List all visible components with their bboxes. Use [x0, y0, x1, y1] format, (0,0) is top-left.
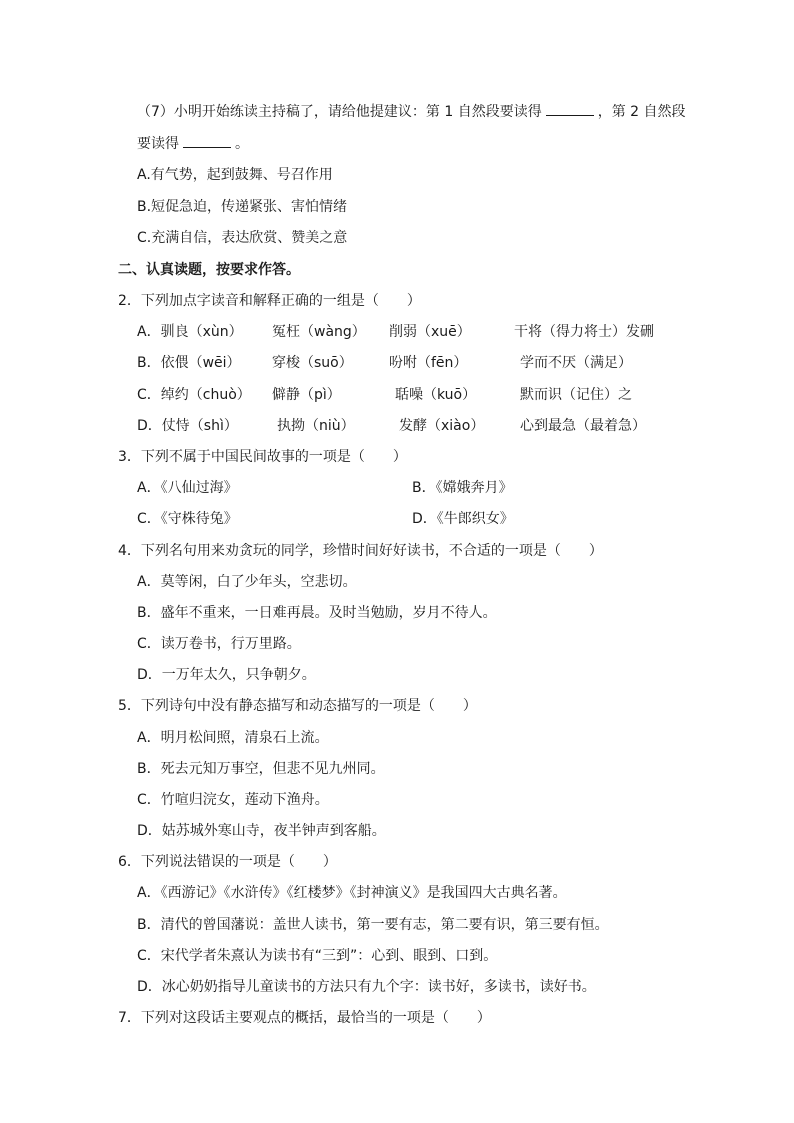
- q4-option-d: D．一万年太久，只争朝夕。: [137, 667, 316, 683]
- q3-option-a: A．《八仙过海》: [137, 480, 238, 496]
- q2-c-1: C．绰约（chuò）: [137, 387, 251, 403]
- q5-option-a: A．明月松间照，清泉石上流。: [137, 730, 329, 746]
- answer-blank-1[interactable]: [546, 103, 594, 116]
- q5-option-c: C．竹喧归浣女，莲动下渔舟。: [137, 792, 329, 808]
- q6-option-a: A．《西游记》《水浒传》《红楼梦》《封神演义》是我国四大古典名著。: [137, 885, 567, 901]
- q-prev7-text-d: 。: [235, 136, 249, 152]
- q2-d-2: 执拗（niù）: [277, 418, 355, 434]
- q-prev7-text-b: ，第 2 自然段: [597, 104, 686, 120]
- q4-option-c: C．读万卷书，行万里路。: [137, 636, 301, 652]
- q5-stem: 5．下列诗句中没有静态描写和动态描写的一项是（ ）: [118, 698, 477, 714]
- q2-a-3: 削弱（xuē）: [389, 324, 471, 340]
- answer-blank-2[interactable]: [183, 135, 231, 148]
- q2-a-1: A．驯良（xùn）: [137, 324, 243, 340]
- q2-d-4: 心到最急（最着急）: [520, 418, 646, 434]
- q2-b-3: 吩咐（fēn）: [389, 355, 468, 371]
- q5-option-b: B．死去元知万事空，但悲不见九州同。: [137, 761, 385, 777]
- q4-stem: 4．下列名句用来劝贪玩的同学，珍惜时间好好读书，不合适的一项是（ ）: [118, 543, 603, 559]
- q3-option-b: B．《嫦娥奔月》: [412, 480, 513, 496]
- q-prev7-option-a: A.有气势，起到鼓舞、号召作用: [137, 167, 333, 183]
- q2-b-4: 学而不厌（满足）: [520, 355, 632, 371]
- q4-option-b: B．盛年不重来，一日难再晨。及时当勉励，岁月不待人。: [137, 605, 497, 621]
- q6-option-c: C．宋代学者朱熹认为读书有“三到”：心到、眼到、口到。: [137, 948, 498, 964]
- q2-c-2: 僻静（pì）: [272, 387, 341, 403]
- q2-c-4: 默而识（记住）之: [520, 387, 632, 403]
- q2-b-1: B．依偎（wēi）: [137, 355, 241, 371]
- q3-option-d: D．《牛郎织女》: [412, 511, 514, 527]
- q2-d-1: D．仗恃（shì）: [137, 418, 238, 434]
- section-title: 二、认真读题，按要求作答。: [118, 262, 300, 278]
- q3-option-c: C．《守株待兔》: [137, 511, 238, 527]
- q-prev7-option-c: C.充满自信，表达欣赏、赞美之意: [137, 230, 348, 246]
- q2-b-2: 穿梭（suō）: [272, 355, 353, 371]
- q2-a-4: 干将（得力将士）发硎: [514, 324, 654, 340]
- q6-option-d: D．冰心奶奶指导儿童读书的方法只有九个字：读书好，多读书，读好书。: [137, 979, 596, 995]
- q-prev7-text-c: 要读得: [137, 136, 179, 152]
- q7-stem: 7．下列对这段话主要观点的概括，最恰当的一项是（ ）: [118, 1010, 491, 1026]
- q-prev7-line2: [137, 135, 249, 153]
- q-prev7-text-a: （7）小明开始练读主持稿了，请给他提建议：第 1 自然段要读得: [137, 104, 542, 120]
- q6-stem: 6．下列说法错误的一项是（ ）: [118, 854, 337, 870]
- q2-a-2: 冤枉（wàng）: [272, 324, 366, 340]
- q2-stem: 2．下列加点字读音和解释正确的一组是（ ）: [118, 293, 421, 309]
- q2-d-3: 发酵（xiào）: [399, 418, 485, 434]
- q2-c-3: 聒噪（kuō）: [395, 387, 477, 403]
- q-prev7-line1: [137, 103, 686, 121]
- q3-stem: 3．下列不属于中国民间故事的一项是（ ）: [118, 449, 407, 465]
- q5-option-d: D．姑苏城外寒山寺，夜半钟声到客船。: [137, 823, 386, 839]
- q4-option-a: A．莫等闲，白了少年头，空悲切。: [137, 574, 357, 590]
- q6-option-b: B．清代的曾国藩说：盖世人读书，第一要有志，第二要有识，第三要有恒。: [137, 917, 609, 933]
- q-prev7-option-b: B.短促急迫，传递紧张、害怕情绪: [137, 199, 348, 215]
